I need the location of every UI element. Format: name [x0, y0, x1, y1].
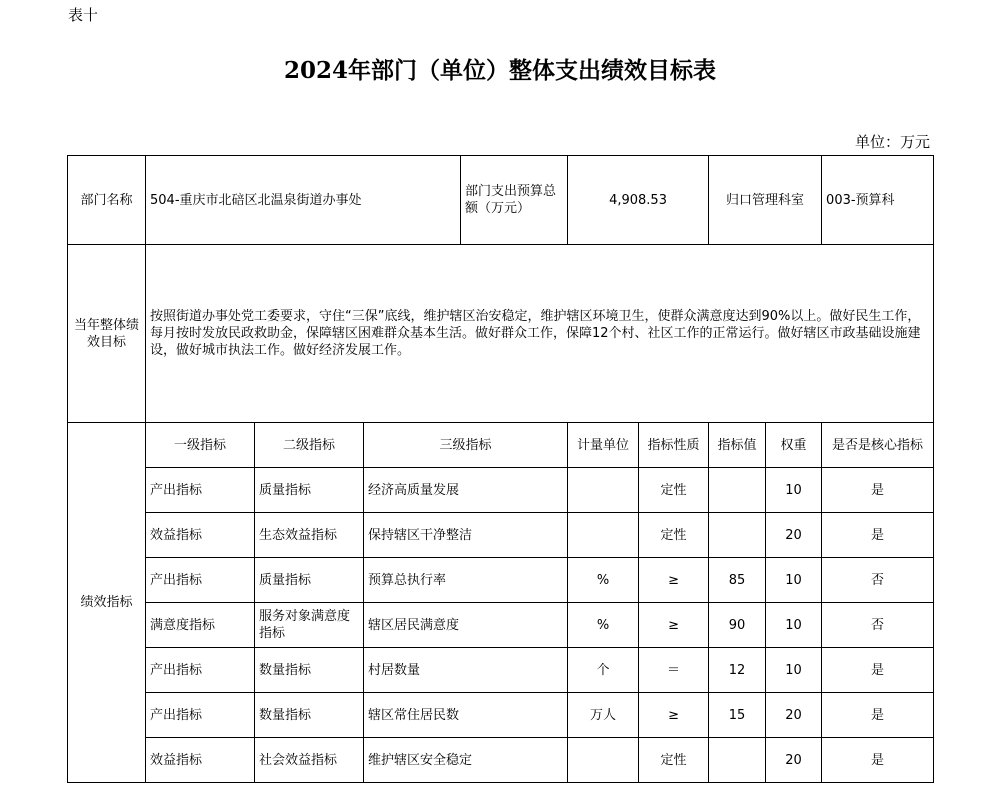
- level3-cell: 维护辖区安全稳定: [364, 738, 568, 783]
- nature-cell: 定性: [639, 468, 709, 513]
- level3-cell: 经济高质量发展: [364, 468, 568, 513]
- level1-cell: 产出指标: [146, 558, 255, 603]
- weight-cell: 10: [766, 468, 822, 513]
- weight-cell: 20: [766, 738, 822, 783]
- header-cell: 二级指标: [255, 423, 364, 468]
- dept-row: [68, 156, 934, 245]
- core-cell: 否: [822, 603, 934, 648]
- core-cell: 是: [822, 468, 934, 513]
- nature-cell: ≥: [639, 693, 709, 738]
- level1-cell: 效益指标: [146, 513, 255, 558]
- header-cell: 计量单位: [568, 423, 639, 468]
- core-cell: 是: [822, 693, 934, 738]
- unit-cell: [568, 513, 639, 558]
- level2-cell: 生态效益指标: [255, 513, 364, 558]
- level2-cell: 社会效益指标: [255, 738, 364, 783]
- level1-cell: 满意度指标: [146, 603, 255, 648]
- level1-cell: 产出指标: [146, 648, 255, 693]
- office-label: 归口管理科室: [709, 156, 822, 245]
- office-value: 003-预算科: [822, 156, 934, 245]
- table-row: [68, 603, 934, 648]
- goal-text: 按照街道办事处党工委要求，守住“三保”底线，维护辖区治安稳定，维护辖区环境卫生，使群众满意度达到90%以上。做好民生工作，每月按时发放民政救助金，保障辖区困难群众基本生活。做好群众工作，保障12个村、社区工作的正常运行。做好辖区市政基础设施建设，做好城市执法工作。做好经济发展工作。: [146, 245, 934, 423]
- level2-cell: 数量指标: [255, 693, 364, 738]
- weight-cell: 20: [766, 693, 822, 738]
- weight-cell: 10: [766, 558, 822, 603]
- value-cell: 12: [709, 648, 766, 693]
- value-cell: 85: [709, 558, 766, 603]
- dept-name-value: 504-重庆市北碚区北温泉街道办事处: [146, 156, 461, 245]
- table-row: [68, 513, 934, 558]
- value-cell: [709, 468, 766, 513]
- level2-cell: 质量指标: [255, 468, 364, 513]
- nature-cell: 定性: [639, 513, 709, 558]
- unit-cell: 万人: [568, 693, 639, 738]
- goal-label: 当年整体绩效目标: [68, 245, 146, 423]
- table-row: [68, 648, 934, 693]
- header-cell: 指标值: [709, 423, 766, 468]
- level2-cell: 服务对象满意度指标: [255, 603, 364, 648]
- unit-cell: %: [568, 558, 639, 603]
- header-cell: 三级指标: [364, 423, 568, 468]
- table-row: [68, 468, 934, 513]
- level3-cell: 辖区居民满意度: [364, 603, 568, 648]
- nature-cell: ＝: [639, 648, 709, 693]
- level3-cell: 辖区常住居民数: [364, 693, 568, 738]
- header-cell: 一级指标: [146, 423, 255, 468]
- value-cell: [709, 738, 766, 783]
- header-cell: 权重: [766, 423, 822, 468]
- header-cell: 指标性质: [639, 423, 709, 468]
- page-label: 表十: [68, 6, 99, 24]
- level1-cell: 产出指标: [146, 693, 255, 738]
- nature-cell: ≥: [639, 558, 709, 603]
- table-row: [68, 558, 934, 603]
- level3-cell: 保持辖区干净整洁: [364, 513, 568, 558]
- indicators-label: 绩效指标: [68, 423, 146, 783]
- performance-table: [67, 155, 934, 783]
- level1-cell: 产出指标: [146, 468, 255, 513]
- dept-name-label: 部门名称: [68, 156, 146, 245]
- value-cell: 90: [709, 603, 766, 648]
- nature-cell: ≥: [639, 603, 709, 648]
- nature-cell: 定性: [639, 738, 709, 783]
- level2-cell: 质量指标: [255, 558, 364, 603]
- unit-cell: %: [568, 603, 639, 648]
- unit-cell: 个: [568, 648, 639, 693]
- level3-cell: 预算总执行率: [364, 558, 568, 603]
- header-cell: 是否是核心指标: [822, 423, 934, 468]
- table-row: [68, 693, 934, 738]
- level1-cell: 效益指标: [146, 738, 255, 783]
- unit-cell: [568, 468, 639, 513]
- page-title: 2024年部门（单位）整体支出绩效目标表: [283, 57, 716, 84]
- level3-cell: 村居数量: [364, 648, 568, 693]
- budget-label: 部门支出预算总额（万元）: [461, 156, 568, 245]
- unit-label: 单位：万元: [854, 133, 930, 151]
- level2-cell: 数量指标: [255, 648, 364, 693]
- core-cell: 是: [822, 648, 934, 693]
- table-row: [68, 738, 934, 783]
- core-cell: 否: [822, 558, 934, 603]
- core-cell: 是: [822, 738, 934, 783]
- weight-cell: 10: [766, 648, 822, 693]
- goal-row: [68, 245, 934, 423]
- unit-cell: [568, 738, 639, 783]
- value-cell: 15: [709, 693, 766, 738]
- weight-cell: 20: [766, 513, 822, 558]
- value-cell: [709, 513, 766, 558]
- core-cell: 是: [822, 513, 934, 558]
- indicator-header-row: [68, 423, 934, 468]
- weight-cell: 10: [766, 603, 822, 648]
- budget-value: 4,908.53: [568, 156, 709, 245]
